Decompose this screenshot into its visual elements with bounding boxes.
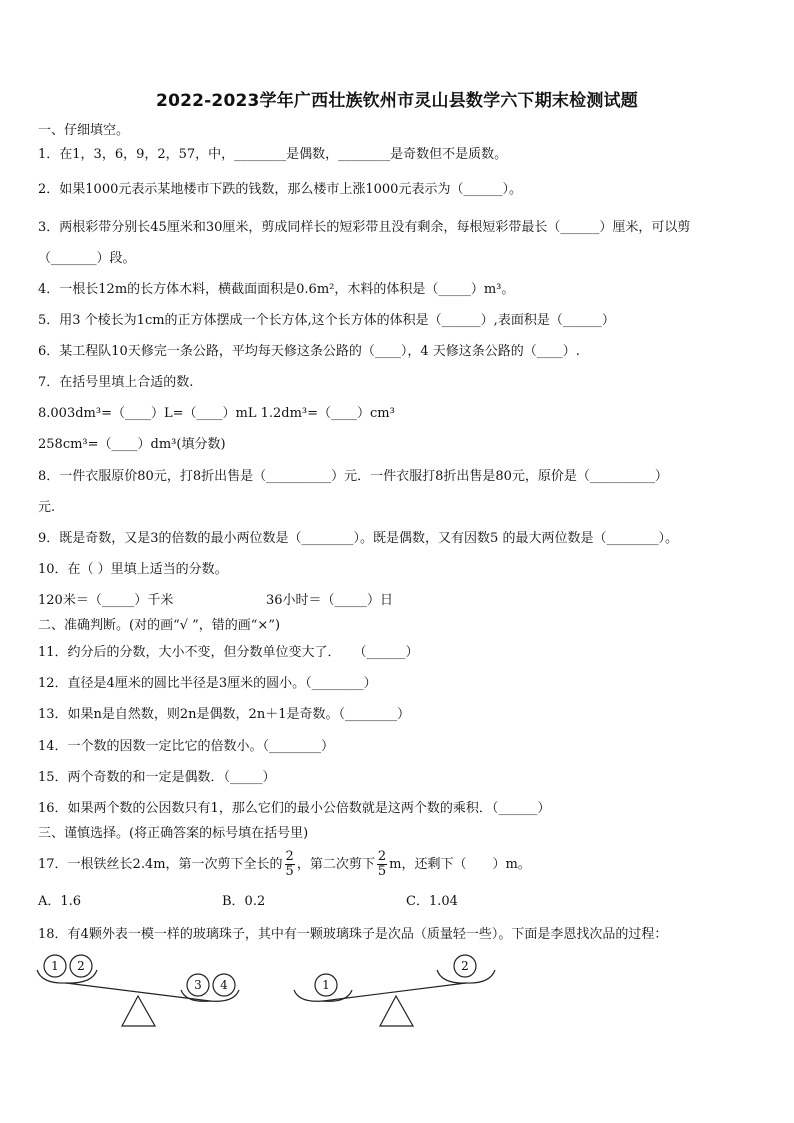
balance-pan-right-2 <box>437 970 495 983</box>
bead-circle-6 <box>454 955 476 977</box>
balance-beam-right <box>323 983 466 1001</box>
question-8-line-2: 元. <box>38 500 56 515</box>
question-10: 10．在（ ）里填上适当的分数。 <box>38 562 228 577</box>
balance-pan-left-2 <box>294 990 352 1001</box>
bead-label-6: 2 <box>461 959 469 973</box>
question-10-part-a: 120米＝（_____）千米 <box>38 593 174 608</box>
question-8-line-1: 8．一件衣服原价80元，打8折出售是（__________）元．一件衣服打8折出售是80元，原价是（__________） <box>38 469 668 484</box>
balance-scale-left <box>37 955 239 1026</box>
fraction-two-fifths-2: $\frac{2}{5}$ <box>377 849 387 879</box>
bead-circle-2 <box>70 955 92 977</box>
fulcrum-triangle-2 <box>380 996 413 1026</box>
question-12: 12．直径是4厘米的圆比半径是3厘米的圆小。（________） <box>38 676 377 691</box>
balance-scale-right <box>294 955 495 1026</box>
question-17-text-a: 17．一根铁丝长2.4m，第一次剪下全长的 <box>38 857 283 872</box>
question-10-part-b: 36小时＝（_____）日 <box>266 593 394 608</box>
question-14: 14．一个数的因数一定比它的倍数小。（________） <box>38 739 335 754</box>
option-c: C．1.04 <box>406 894 458 909</box>
question-15: 15．两个奇数的和一定是偶数．（_____） <box>38 770 276 785</box>
question-17 <box>38 847 531 883</box>
section-heading-2: 二、准确判断。(对的画“√ ”，错的画“×”) <box>38 618 281 633</box>
question-17-text-b: ，第二次剪下 <box>296 857 375 872</box>
question-3-line-1: 3．两根彩带分别长45厘米和30厘米，剪成同样长的短彩带且没有剩余，每根短彩带最长（______）厘米，可以剪 <box>38 220 691 235</box>
balance-pan-left-1 <box>37 970 97 983</box>
page-title: 2022-2023学年广西壮族钦州市灵山县数学六下期末检测试题 <box>156 91 638 111</box>
question-7: 7．在括号里填上合适的数. <box>38 375 194 390</box>
bead-label-1: 1 <box>51 959 59 973</box>
bead-circle-1 <box>44 955 66 977</box>
question-3-line-2: （_______）段。 <box>38 251 136 266</box>
question-16: 16．如果两个数的公因数只有1，那么它们的最小公倍数就是这两个数的乘积．（______） <box>38 801 551 816</box>
bead-label-5: 1 <box>322 978 330 992</box>
bead-circle-3 <box>187 974 209 996</box>
question-7-part-b: 258cm³=（____）dm³(填分数) <box>38 437 226 452</box>
question-9: 9．既是奇数，又是3的倍数的最小两位数是（________）。既是偶数，又有因数5 的最大两位数是（________）。 <box>38 531 678 546</box>
question-18: 18．有4颗外表一模一样的玻璃珠子，其中有一颗玻璃珠子是次品（质量轻一些）。下面是李恩找次品的过程： <box>38 927 668 942</box>
bead-label-4: 4 <box>220 978 228 992</box>
fraction-two-fifths-1: $\frac{2}{5}$ <box>285 849 294 879</box>
fulcrum-triangle-1 <box>122 996 155 1026</box>
question-17-text-c: m，还剩下（ ）m。 <box>389 857 531 872</box>
question-2: 2．如果1000元表示某地楼市下跌的钱数，那么楼市上涨1000元表示为（______）。 <box>38 182 522 197</box>
question-11: 11．约分后的分数，大小不变，但分数单位变大了． （______） <box>38 645 419 660</box>
bead-label-3: 3 <box>194 978 202 992</box>
question-7-part-a: 8.003dm³=（____）L=（____）mL 1.2dm³=（____）cm³ <box>38 406 395 421</box>
bead-circle-5 <box>315 974 337 996</box>
question-13: 13．如果n是自然数，则2n是偶数，2n＋1是奇数。（________） <box>38 707 410 722</box>
balance-beam-left <box>66 983 210 1001</box>
question-5: 5．用3 个棱长为1cm的正方体摆成一个长方体,这个长方体的体积是（______）,表面积是（______） <box>38 313 615 328</box>
question-6: 6．某工程队10天修完一条公路，平均每天修这条公路的（____），4 天修这条公路的（____）. <box>38 344 580 359</box>
option-b: B．0.2 <box>222 894 266 909</box>
balance-pan-right-1 <box>181 990 239 1001</box>
question-1: 1．在1，3，6，9，2，57，中，________是偶数，________是奇数但不是质数。 <box>38 147 508 162</box>
section-heading-3: 三、谨慎选择。(将正确答案的标号填在括号里) <box>38 826 309 841</box>
bead-label-2: 2 <box>77 959 85 973</box>
option-a: A．1.6 <box>38 894 82 909</box>
bead-circle-4 <box>213 974 235 996</box>
section-heading-1: 一、仔细填空。 <box>38 123 130 138</box>
question-4: 4．一根长12m的长方体木料，横截面面积是0.6m²，木料的体积是（_____）m³。 <box>38 282 515 297</box>
